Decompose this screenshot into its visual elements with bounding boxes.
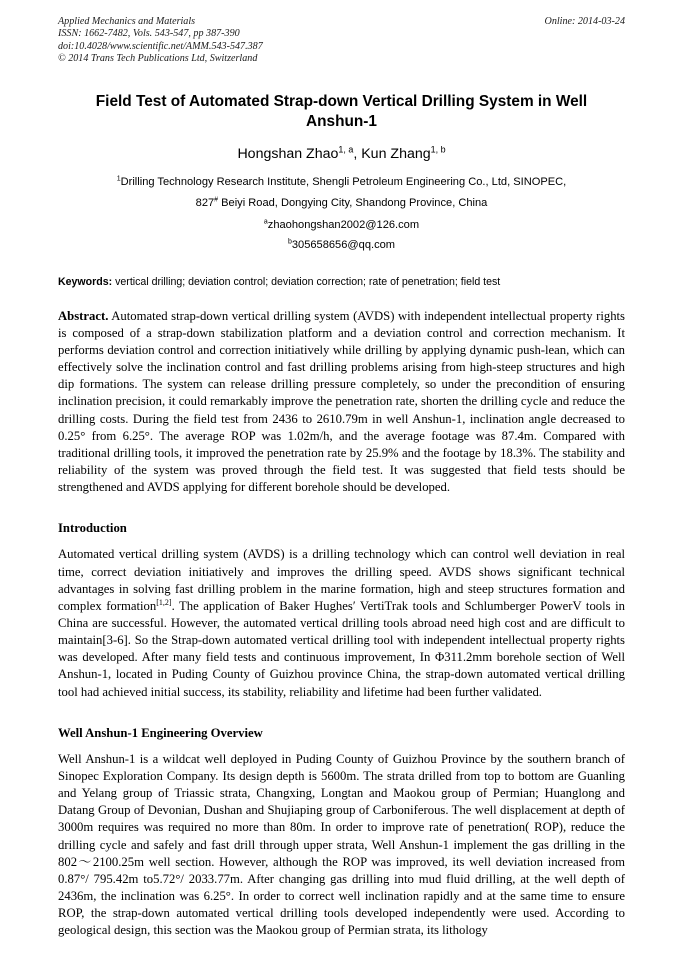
doi-line: doi:10.4028/www.scientific.net/AMM.543-547.387 [58,40,263,52]
affiliation-line-2 [58,193,625,215]
author-sup-1: 1, a [338,143,354,154]
overview-text-part-1: Well Anshun-1 is a wildcat well deployed in Puding County of Guizhou Province by the southern branch of Sinopec Exploration Company. Its design depth is 5600m. The strata drilled from top to bottom are Guanling and Yelang group of Triassic strata, Changxing, Longtan and Maokou group of Permian; Huanglong and Datang Group of Devonian, Dushan and Shujiaping group of Carboniferous. The well displacement at depth of 3000m requires was required no more than 80m. In order to improve rate of penetration( ROP), reduce the drilling cycle and safely and fast drill through upper strata, Well Anshun-1 implement the gas drilling in the 802～2100.25m well section. However, although the ROP was improved, its well deviation increased from 0.87°/ 795.42m to5.72°/ 2033.77m. After changing gas drilling into mud fluid drilling, at the well depth of 2436m, the inclination was 6.25°. In order to correct well inclination rapidly and at the same time to ensure ROP, the strap-down automated vertical drilling tools developed independently were used. According to geological design, this section was the Maokou group of Permian strata, its lithology [58,751,625,938]
author-separator: , [353,145,362,162]
section-heading-introduction: Introduction [58,521,127,536]
affiliation-street-number: 827 [195,197,215,210]
author-list [58,145,625,163]
email-sup-a: a [263,217,268,225]
section-body-overview [58,751,625,940]
abstract-paragraph [58,308,625,497]
keywords-line [58,275,625,289]
affiliation-marker: 1 [116,174,121,182]
abstract-label: Abstract. [58,308,109,323]
author-name-2: Kun Zhang [361,145,431,162]
masthead [58,16,625,66]
abstract-text: Automated strap-down vertical drilling system (AVDS) with independent intellectual property rights is composed of a strap-down stabilization platform and a deviation control and correction mechanism. It performs deviation control and correction initiatively while drilling by applying dynamic push-lean, which can effectively solve the inclination control and fast drilling problems arising from high-steep structures and high dip formations. The system can release drilling pressure completely, so under the precondition of ensuring inclination precision, it could remarkably improve the penetration rate, shorten the drilling cycle and reduce the drilling costs. During the field test from 2436 to 2610.79m in well Anshun-1, inclination angle decreased to 0.25° from 6.25°. The average ROP was 1.02m/h, and the average footage was 87.4m. Compared with traditional drilling tools, it improved the penetration rate by 25.9% and the footage by 18.3%. The stability and reliability of the system was proved through the field test. It was suggested that field tests should be strengthened and AVDS applying for different borehole should be developed. [58,308,625,495]
issn-line: ISSN: 1662-7482, Vols. 543-547, pp 387-390 [58,28,240,40]
journal-name: Applied Mechanics and Materials [58,16,196,27]
email-line-2 [58,235,625,255]
author-sup-2: 1, b [430,143,446,154]
intro-text-part-2: . The application of Baker Hughes′ VertiTrak tools and Schlumberger PowerV tools in China are successful. However, the automated vertical drilling tools abroad need high cost and are difficult to maintain[3-6]. So the Strap-down automated vertical drilling tool with independent intellectual property rights was developed. After many field tests and continuous improvement, In Φ311.2mm borehole section of Well Anshun-1, located in Puding County of Guizhou province China, the strap-down automated vertical drilling tool had achieved initial success, its stability, reliability and lifetime had been further validated. [58,598,625,699]
affiliation-block [58,172,625,215]
email-line-1 [58,215,625,235]
author-name-1: Hongshan Zhao [237,145,339,162]
email-address-1[interactable]: zhaohongshan2002@126.com [267,218,420,231]
intro-citation: [1,2] [156,597,172,607]
affiliation-institution: Drilling Technology Research Institute, Shengli Petroleum Engineering Co., Ltd, SINOPEC, [120,175,567,188]
keywords-label: Keywords: [58,275,113,288]
intro-text-part-1: Automated vertical drilling system (AVDS) is a drilling technology which can control well deviation in real time, correct deviation initiatively and improves the drilling speed. AVDS shows significant technical advantages in solving fast drilling problem in the marine formation, high and steep structures formation and complex formation [58,547,625,613]
online-date: Online: 2014-03-24 [544,16,625,27]
copyright-line: © 2014 Trans Tech Publications Ltd, Switzerland [58,53,258,65]
email-sup-b: b [287,237,292,245]
affiliation-street-sup: # [214,196,219,204]
email-address-2[interactable]: 305658656@qq.com [291,238,396,251]
section-heading-overview: Well Anshun-1 Engineering Overview [58,725,263,740]
affiliation-address: Beiyi Road, Dongying City, Shandong Province, China [218,197,488,210]
section-body-introduction [58,546,625,700]
masthead-left [58,16,455,66]
affiliation-line-1 [58,172,625,194]
page-title: Field Test of Automated Strap-down Vertical Drilling System in Well Anshun-1 [95,92,588,131]
keywords-value: vertical drilling; deviation control; deviation correction; rate of penetration; field test [112,275,501,288]
